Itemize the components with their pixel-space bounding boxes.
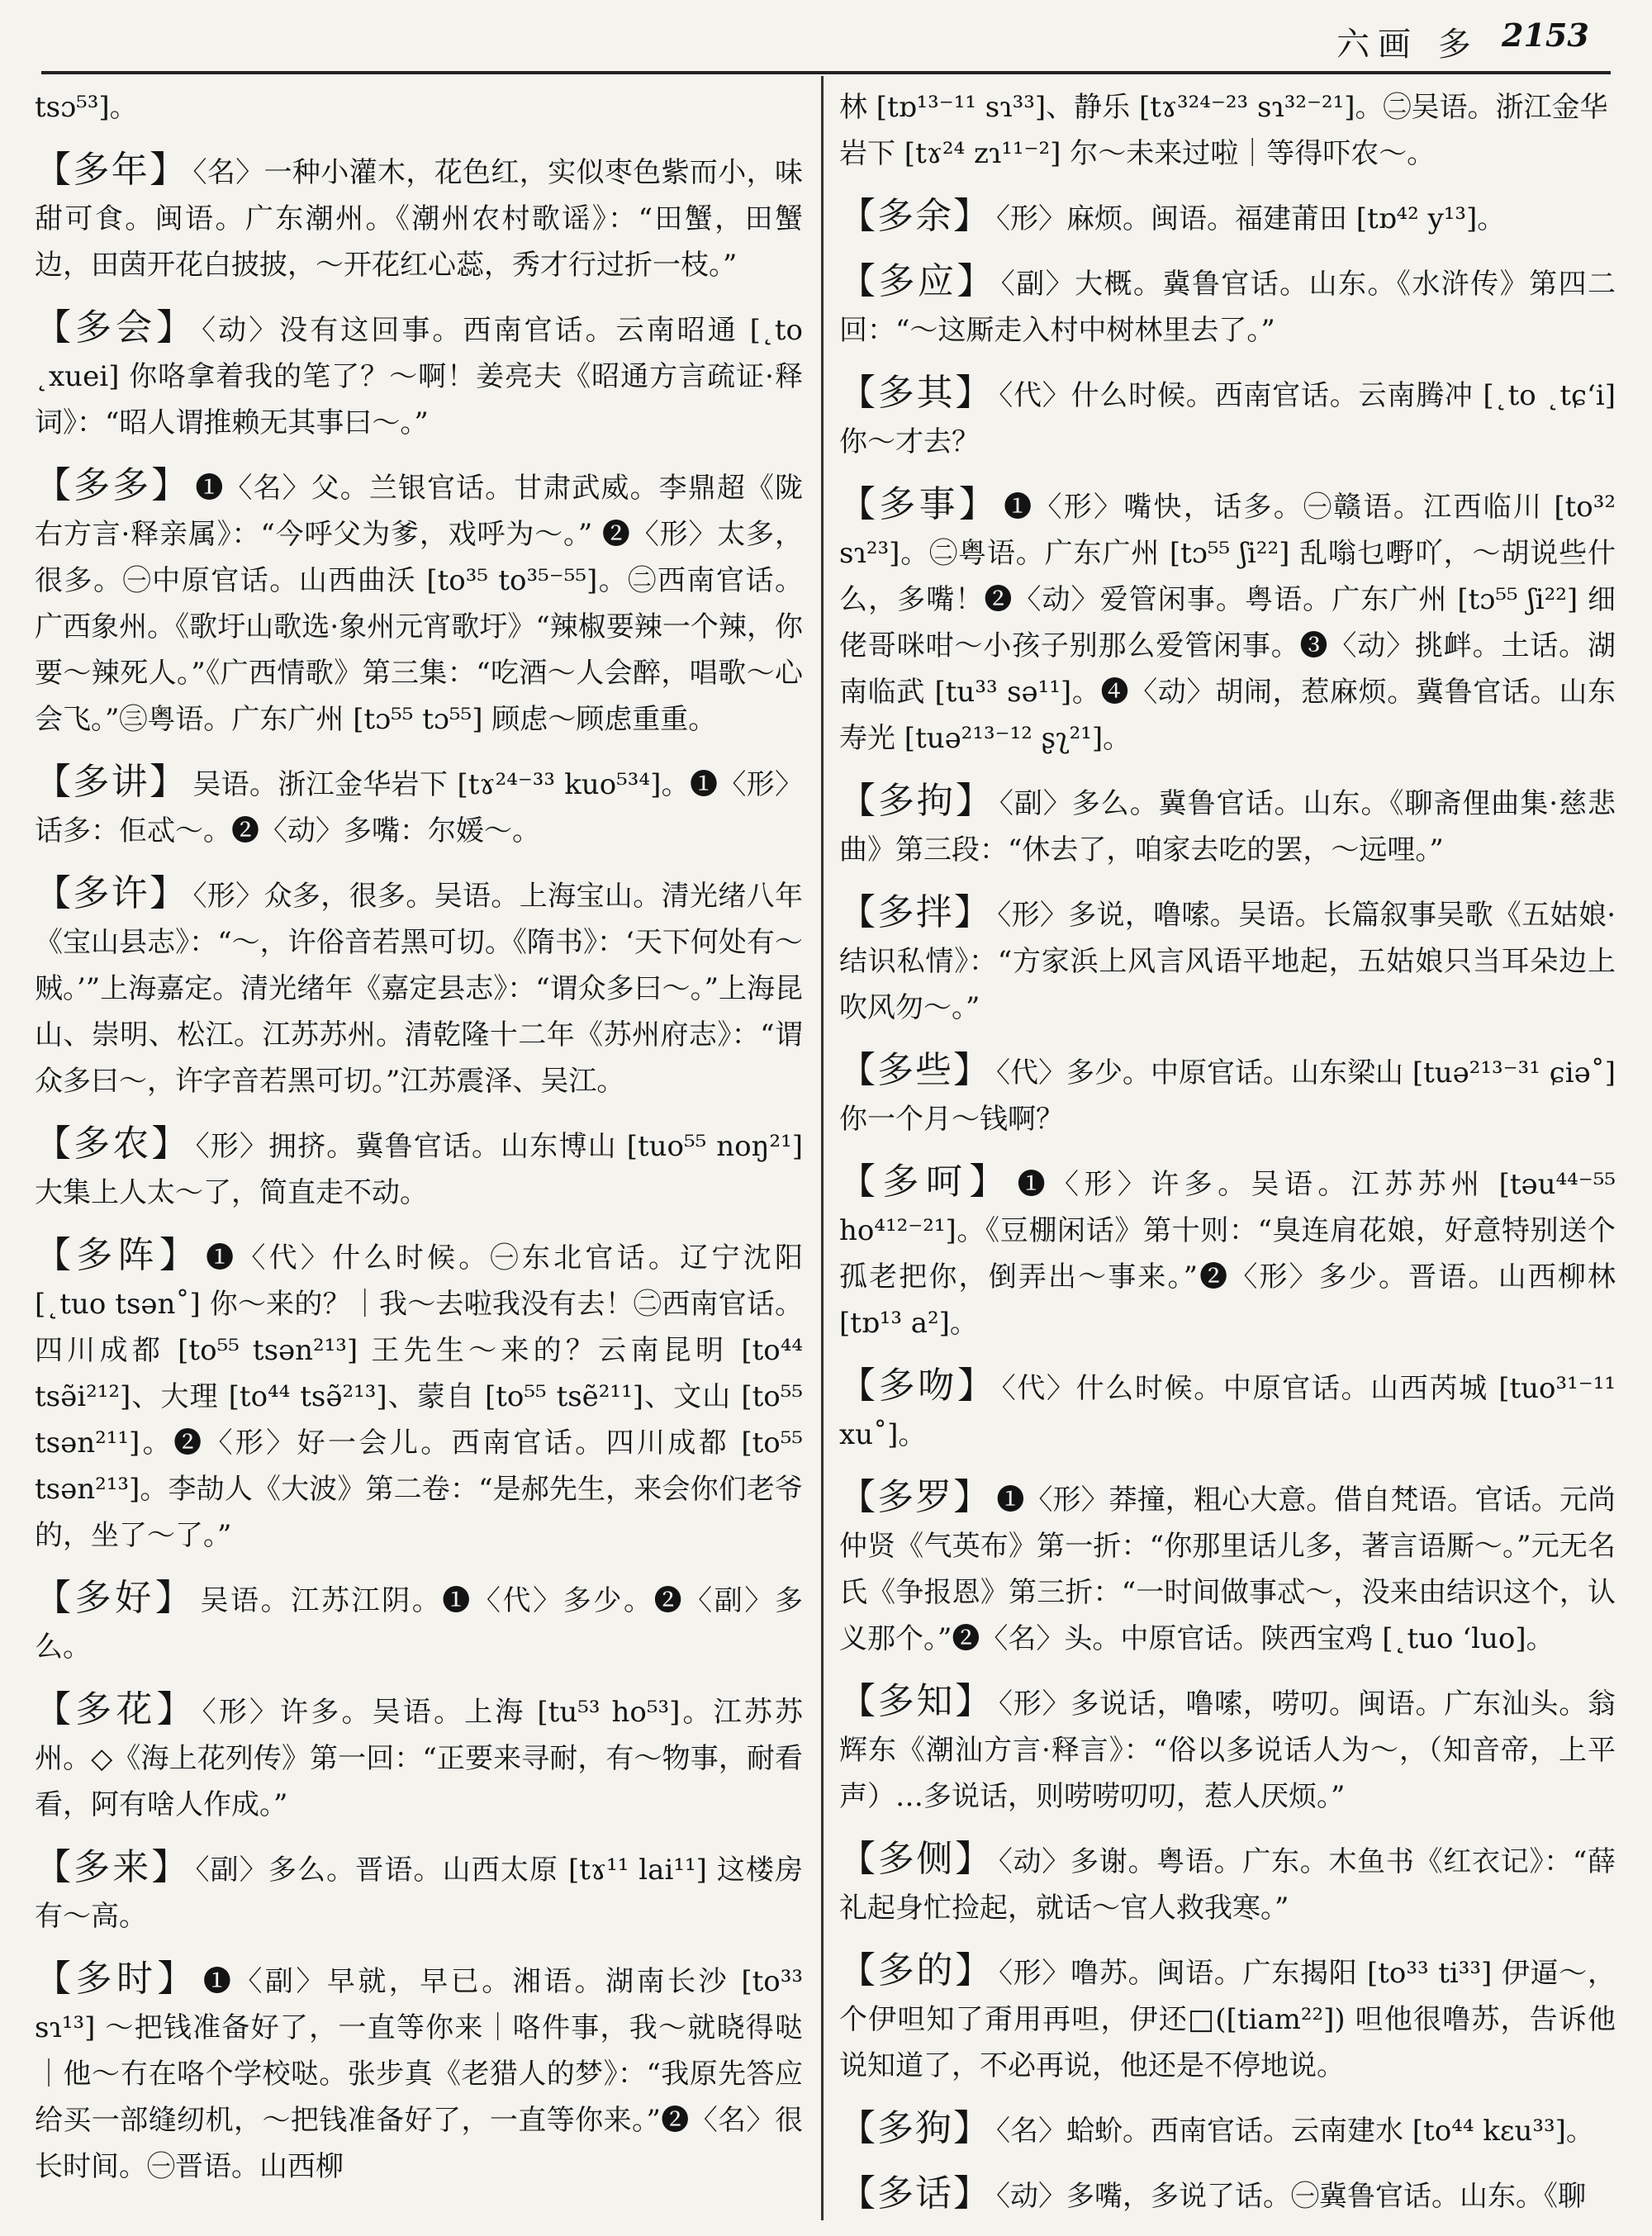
entry-headword: 【多知】 — [839, 1680, 995, 1722]
continuation-text: 林 [tɒ¹³⁻¹¹ sɿ³³]、静乐 [tɤ³²⁴⁻²³ sɿ³²⁻²¹]。㊁吴语。浙江金华岩下 [tɤ²⁴ zɿ¹¹⁻²] 尔～未来过啦｜等得吓农～。 — [839, 91, 1608, 170]
entry-headword: 【多余】 — [839, 195, 991, 237]
entry-headword: 【多来】 — [35, 1846, 191, 1888]
dictionary-entry — [839, 1474, 1616, 1662]
dictionary-entry — [35, 463, 803, 743]
right-column — [839, 84, 1616, 2236]
entry-definition: 〈代〉什么时候。西南官话。云南腾冲 [˛to ˛tɕʻi] 你～才去？ — [839, 379, 1616, 458]
entry-definition: 〈名〉蛤蚧。西南官话。云南建水 [to⁴⁴ kɛu³³]。 — [996, 2115, 1594, 2148]
entry-headword: 【多讲】 — [35, 761, 188, 803]
entry-headword: 【多些】 — [839, 1049, 992, 1091]
entry-definition: 〈形〉拥挤。冀鲁官话。山东博山 [tuo⁵⁵ noŋ²¹] 大集上人太～了，简直走不动。 — [35, 1130, 803, 1209]
entry-definition: ❶〈形〉莽撞，粗心大意。借自梵语。官话。元尚仲贤《气英布》第一折：“你那里话儿多，著言语厮～。”元无名氏《争报恩》第三折：“一时间做事忒～，没来由结识这个，认义那个。”❷〈名〉头。中原官话。陕西宝鸡 [˛tuo ʻluo]。 — [839, 1484, 1616, 1655]
dictionary-entry — [35, 147, 803, 288]
continuation-text: tsɔ⁵³]。 — [35, 91, 138, 124]
entry-definition: ❶〈名〉父。兰银官话。甘肃武威。李鼎超《陇右方言·释亲属》：“今呼父为爹，戏呼为～。” ❷〈形〉太多，很多。㊀中原官话。山西曲沃 [to³⁵ to³⁵⁻⁵⁵]。㊁西南官话。广西象州。《歌圩山歌选·象州元宵歌圩》“辣椒要辣一个辣，你要～辣死人。”《广西情歌》第三集：“吃酒～人会醉，唱歌～心会飞。”㊂粤语。广东广州 [tɔ⁵⁵ tɔ⁵⁵] 顾虑～顾虑重重。 — [35, 472, 804, 736]
dictionary-entry — [839, 370, 1616, 465]
dictionary-entry — [839, 1159, 1616, 1346]
entry-headword: 【多阵】 — [35, 1234, 202, 1276]
entry-definition: 〈动〉多嘴，多说了话。㊀冀鲁官话。山东。《聊 — [996, 2180, 1586, 2213]
entry-definition: 〈代〉什么时候。中原官话。山西芮城 [tuo³¹⁻¹¹ xu˚]。 — [839, 1372, 1616, 1451]
entry-definition: 〈副〉多么。冀鲁官话。山东。《聊斋俚曲集·慈悲曲》第三段：“休去了，咱家去吃的罢，～远哩。” — [839, 787, 1616, 866]
entry-headword: 【多狗】 — [839, 2107, 991, 2149]
dictionary-entry — [35, 871, 803, 1104]
entry-definition: 〈副〉多么。晋语。山西太原 [tɤ¹¹ lai¹¹] 这楼房有～高。 — [35, 1854, 804, 1933]
dictionary-entry — [35, 1121, 803, 1216]
entry-definition: 〈形〉众多，很多。吴语。上海宝山。清光绪八年《宝山县志》：“～，许俗音若黑可切。《隋书》：‘天下何处有～贼。’”上海嘉定。清光绪年《嘉定县志》：“谓众多曰～。”上海昆山、崇明、松江。江苏苏州。清乾隆十二年《苏州府志》：“谓众多曰～，许字音若黑可切。”江苏震泽、吴江。 — [35, 880, 804, 1098]
entry-definition: ❶〈副〉早就，早已。湘语。湖南长沙 [to³³ sɿ¹³] ～把钱准备好了，一直等你来｜咯件事，我～就晓得哒｜他～冇在咯个学校哒。张步真《老猎人的梦》：“我原先答应给买一部缝纫机，～把钱准备好了，一直等你来。”❷〈名〉很长时间。㊀晋语。山西柳 — [35, 1965, 804, 2183]
dictionary-entry — [35, 1232, 803, 1559]
entry-headword: 【多话】 — [839, 2172, 991, 2215]
dictionary-entry — [839, 2105, 1616, 2154]
page-number: 2153 — [1502, 17, 1589, 54]
entry-headword: 【多应】 — [839, 260, 996, 302]
entry-headword: 【多好】 — [35, 1577, 196, 1619]
entry-headword: 【多拌】 — [839, 891, 993, 933]
entry-headword: 【多时】 — [35, 1958, 198, 2000]
entry-definition: 吴语。浙江金华岩下 [tɤ²⁴⁻³³ kuo⁵³⁴]。❶〈形〉话多：佢忒～。❷〈动〉多嘴：尔媛～。 — [35, 768, 804, 847]
entry-definition: 〈形〉噜苏。闽语。广东揭阳 [to³³ ti³³] 伊逼～，个伊呾知了甭用再呾，伊还□([tiam²²]) 呾他很噜苏，告诉他说知道了，不必再说，他还是不停地说。 — [839, 1957, 1616, 2082]
entry-definition: 〈形〉麻烦。闽语。福建莆田 [tɒ⁴² y¹³]。 — [996, 202, 1506, 235]
dictionary-entry — [839, 1047, 1616, 1142]
dictionary-entry — [839, 890, 1616, 1031]
entry-definition: ❶〈形〉嘴快，话多。㊀赣语。江西临川 [to³² sɿ²³]。㊁粤语。广东广州 [tɔ⁵⁵ ʃi²²] 乱嗡乜嘢吖，～胡说些什么，多嘴！❷〈动〉爱管闲事。粤语。广东广州 [tɔ⁵⁵ ʃi²²] 细佬哥咪咁～小孩子别那么爱管闲事。❸〈动〉挑衅。土话。湖南临武 [tu³³ sə¹¹]。❹〈动〉胡闹，惹麻烦。冀鲁官话。山东寿光 [tuə²¹³⁻¹² ʂʅ²¹]。 — [839, 491, 1616, 755]
dictionary-entry — [839, 1678, 1616, 1820]
entry-headword: 【多农】 — [35, 1123, 191, 1165]
entry-definition: 〈动〉多谢。粤语。广东。木鱼书《红衣记》：“薛礼起身忙捡起，就话～官人救我寒。” — [839, 1845, 1616, 1925]
entry-headword: 【多吻】 — [839, 1365, 997, 1407]
entry-definition: 〈动〉没有这回事。西南官话。云南昭通 [˛to ˛xuei] 你咯拿着我的笔了？～啊！姜亮夫《昭通方言疏证·释词》：“昭人谓推赖无其事曰～。” — [35, 314, 803, 439]
dictionary-entry — [35, 1844, 803, 1939]
entry-headword: 【多花】 — [35, 1688, 197, 1730]
dictionary-entry — [839, 778, 1616, 873]
dictionary-entry — [839, 193, 1616, 242]
dictionary-entry — [35, 1687, 803, 1828]
entry-headword: 【多事】 — [839, 483, 999, 525]
entry-headword: 【多会】 — [35, 306, 197, 349]
left-column — [35, 84, 803, 2206]
header-rule — [41, 71, 1611, 74]
entry-definition: 〈形〉多说，噜嗦。吴语。长篇叙事吴歌《五姑娘·结识私情》：“方家浜上风言风语平地起，五姑娘只当耳朵边上吹风勿～。” — [839, 899, 1616, 1024]
entry-definition: 〈形〉多说话，噜嗦，唠叨。闽语。广东汕头。翁辉东《潮汕方言·释言》：“俗以多说话人为～，（知音帝，上平声）…多说话，则唠唠叨叨，惹人厌烦。” — [839, 1688, 1616, 1813]
dictionary-entry — [839, 259, 1616, 354]
dictionary-entry — [839, 1836, 1616, 1931]
entry-headword: 【多年】 — [35, 149, 188, 191]
entry-definition: 〈代〉多少。中原官话。山东梁山 [tuə²¹³⁻³¹ ɕiə˚] 你一个月～钱啊？ — [839, 1056, 1616, 1136]
column-divider — [821, 76, 824, 2220]
entry-definition: ❶〈代〉什么时候。㊀东北官话。辽宁沈阳 [˛tuo tsən˚] 你～来的？｜我～去啦我没有去！㊁西南官话。四川成都 [to⁵⁵ tsən²¹³] 王先生～来的？云南昆明 [to⁴⁴ tsə̃i²¹²]、大理 [to⁴⁴ tsə̃²¹³]、蒙自 [to⁵⁵ tsẽ²¹¹]、文山 [to⁵⁵ tsən²¹¹]。❷〈形〉好一会儿。西南官话。四川成都 [to⁵⁵ tsən²¹³]。李劼人《大波》第二卷：“是郝先生，来会你们老爷的，坐了～了。” — [35, 1241, 804, 1552]
entry-headword: 【多的】 — [839, 1949, 994, 1992]
dictionary-entry — [35, 1956, 803, 2190]
dictionary-entry — [35, 1575, 803, 1670]
entry-headword: 【多多】 — [35, 464, 191, 506]
dictionary-entry — [839, 1948, 1616, 2089]
entry-headword: 【多其】 — [839, 372, 995, 414]
dictionary-entry — [839, 2171, 1616, 2219]
entry-definition: 吴语。江苏江阴。❶〈代〉多少。❷〈副〉多么。 — [35, 1584, 804, 1664]
entry-headword: 【多呵】 — [839, 1161, 1013, 1203]
entry-definition: 〈名〉一种小灌木，花色红，实似枣色紫而小，味甜可食。闽语。广东潮州。《潮州农村歌谣》：“田蟹，田蟹边，田茵开花白披披，～开花红心蕊，秀才行过折一枝。” — [35, 156, 804, 282]
entry-headword: 【多罗】 — [839, 1476, 992, 1518]
entry-definition: ❶〈形〉许多。吴语。江苏苏州 [təu⁴⁴⁻⁵⁵ ho⁴¹²⁻²¹]。《豆棚闲话》第十则：“臭连肩花娘，好意特别送个孤老把你，倒弄出～事来。”❷〈形〉多少。晋语。山西柳林 [tɒ¹³ a²]。 — [839, 1168, 1616, 1340]
entry-definition: 〈形〉许多。吴语。上海 [tu⁵³ ho⁵³]。江苏苏州。◇《海上花列传》第一回：“正要来寻耐，有～物事，耐看看，阿有啥人作成。” — [35, 1696, 804, 1821]
entry-headword: 【多拘】 — [839, 780, 995, 822]
dictionary-entry — [839, 1363, 1616, 1458]
entry-definition: 〈副〉大概。冀鲁官话。山东。《水浒传》第四二回：“～这厮走入村中树林里去了。” — [839, 268, 1616, 347]
entry-headword: 【多许】 — [35, 872, 188, 914]
entry-headword: 【多侧】 — [839, 1838, 994, 1880]
section-heading: 六画 多 — [1336, 26, 1479, 64]
dictionary-entry — [839, 482, 1616, 762]
dictionary-entry — [35, 305, 803, 446]
dictionary-entry — [35, 759, 803, 854]
